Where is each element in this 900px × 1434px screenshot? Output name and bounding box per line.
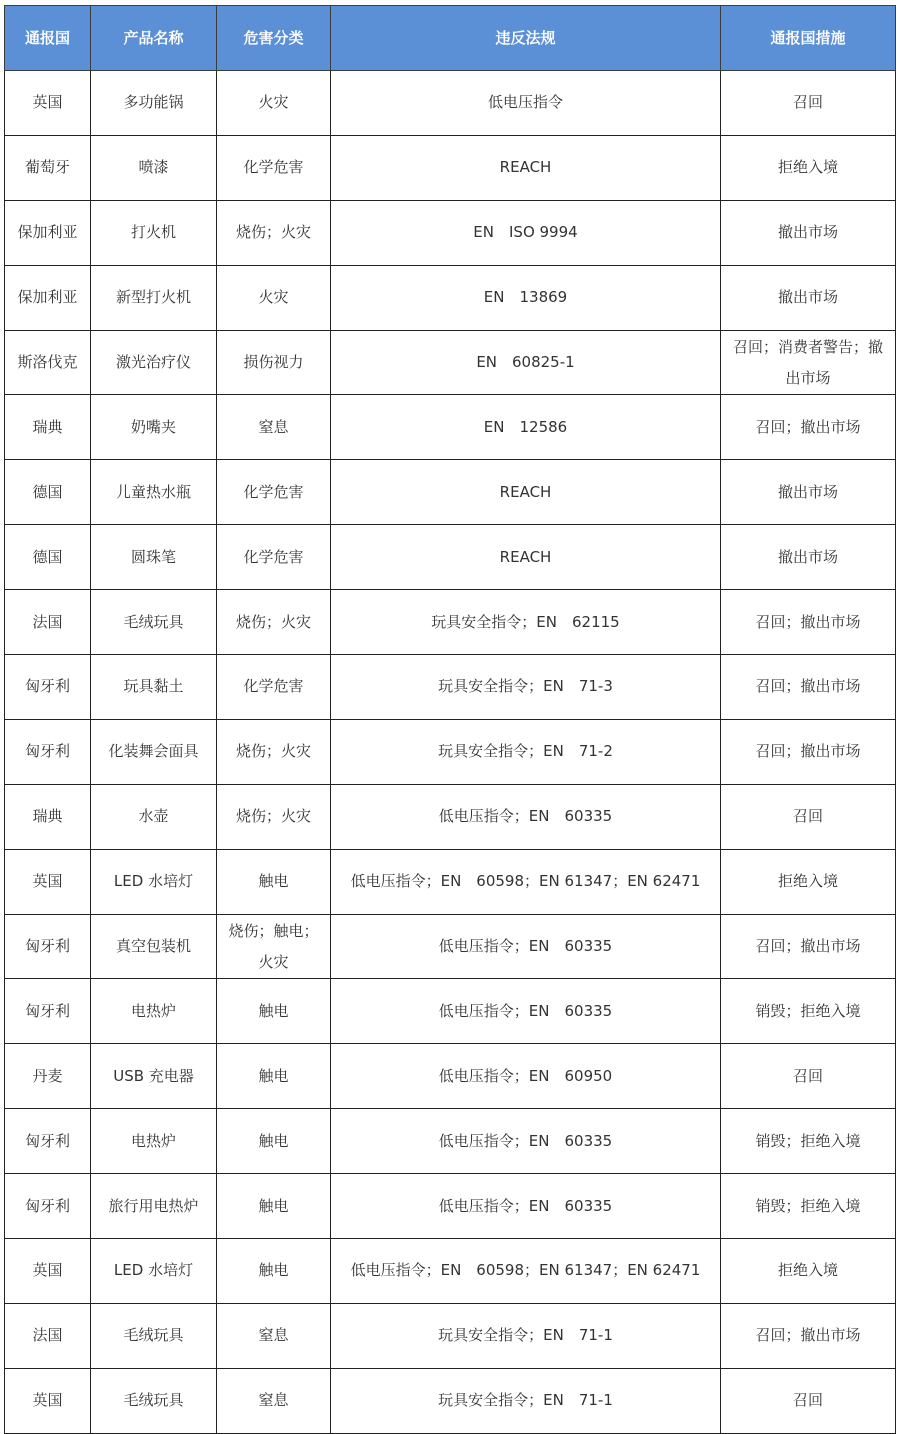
cell-measure: 召回；撤出市场 xyxy=(721,395,896,460)
cell-country: 匈牙利 xyxy=(5,719,91,784)
table-row xyxy=(5,784,896,849)
cell-regulation: EN 12586 xyxy=(331,395,721,460)
cell-regulation: REACH xyxy=(331,135,721,200)
cell-measure: 召回；撤出市场 xyxy=(721,1303,896,1368)
cell-product: 喷漆 xyxy=(91,135,217,200)
cell-country: 保加利亚 xyxy=(5,200,91,265)
table-row xyxy=(5,1303,896,1368)
cell-country: 法国 xyxy=(5,1303,91,1368)
cell-regulation: 低电压指令；EN 60335 xyxy=(331,914,721,979)
cell-country: 英国 xyxy=(5,1368,91,1433)
cell-product: 水壶 xyxy=(91,784,217,849)
table-row xyxy=(5,1368,896,1433)
cell-country: 德国 xyxy=(5,460,91,525)
cell-measure: 拒绝入境 xyxy=(721,849,896,914)
cell-hazard: 化学危害 xyxy=(217,135,331,200)
cell-hazard: 火灾 xyxy=(217,265,331,330)
cell-measure: 撤出市场 xyxy=(721,460,896,525)
cell-product: 圆珠笔 xyxy=(91,525,217,590)
cell-hazard: 化学危害 xyxy=(217,525,331,590)
cell-regulation: EN 60825-1 xyxy=(331,330,721,395)
cell-product: 毛绒玩具 xyxy=(91,590,217,655)
cell-hazard: 触电 xyxy=(217,1044,331,1109)
cell-hazard: 烧伤；触电；火灾 xyxy=(217,914,331,979)
cell-hazard: 烧伤；火灾 xyxy=(217,784,331,849)
cell-hazard: 窒息 xyxy=(217,395,331,460)
table-row xyxy=(5,460,896,525)
cell-country: 瑞典 xyxy=(5,395,91,460)
cell-measure: 召回；撤出市场 xyxy=(721,655,896,720)
cell-country: 法国 xyxy=(5,590,91,655)
cell-hazard: 损伤视力 xyxy=(217,330,331,395)
cell-regulation: 低电压指令；EN 60335 xyxy=(331,784,721,849)
cell-regulation: 玩具安全指令；EN 71-2 xyxy=(331,719,721,784)
cell-hazard: 化学危害 xyxy=(217,460,331,525)
cell-measure: 销毁；拒绝入境 xyxy=(721,1174,896,1239)
cell-product: 激光治疗仪 xyxy=(91,330,217,395)
cell-product: 儿童热水瓶 xyxy=(91,460,217,525)
cell-product: LED 水培灯 xyxy=(91,1239,217,1304)
cell-regulation: 玩具安全指令；EN 71-1 xyxy=(331,1303,721,1368)
cell-regulation: 玩具安全指令；EN 71-1 xyxy=(331,1368,721,1433)
cell-hazard: 窒息 xyxy=(217,1303,331,1368)
header-row xyxy=(5,6,896,71)
cell-country: 英国 xyxy=(5,71,91,136)
table-row xyxy=(5,1109,896,1174)
table-row xyxy=(5,525,896,590)
header-measure: 通报国措施 xyxy=(721,6,896,71)
cell-hazard: 化学危害 xyxy=(217,655,331,720)
table-body xyxy=(5,71,896,1434)
cell-measure: 召回；撤出市场 xyxy=(721,719,896,784)
cell-hazard: 触电 xyxy=(217,1174,331,1239)
cell-product: USB 充电器 xyxy=(91,1044,217,1109)
cell-regulation: 低电压指令；EN 60335 xyxy=(331,979,721,1044)
header-hazard: 危害分类 xyxy=(217,6,331,71)
cell-hazard: 窒息 xyxy=(217,1368,331,1433)
cell-measure: 召回 xyxy=(721,71,896,136)
cell-regulation: EN ISO 9994 xyxy=(331,200,721,265)
cell-country: 德国 xyxy=(5,525,91,590)
cell-regulation: 低电压指令；EN 60335 xyxy=(331,1109,721,1174)
cell-product: 毛绒玩具 xyxy=(91,1303,217,1368)
cell-country: 匈牙利 xyxy=(5,1109,91,1174)
cell-hazard: 触电 xyxy=(217,849,331,914)
header-regulation: 违反法规 xyxy=(331,6,721,71)
table-row xyxy=(5,849,896,914)
cell-country: 匈牙利 xyxy=(5,655,91,720)
cell-product: 旅行用电热炉 xyxy=(91,1174,217,1239)
table-row xyxy=(5,655,896,720)
cell-country: 匈牙利 xyxy=(5,979,91,1044)
recall-table xyxy=(4,5,896,1434)
cell-country: 瑞典 xyxy=(5,784,91,849)
cell-country: 葡萄牙 xyxy=(5,135,91,200)
cell-hazard: 烧伤；火灾 xyxy=(217,719,331,784)
cell-measure: 召回；消费者警告；撤出市场 xyxy=(721,330,896,395)
cell-product: 新型打火机 xyxy=(91,265,217,330)
table-row xyxy=(5,395,896,460)
cell-regulation: 玩具安全指令；EN 62115 xyxy=(331,590,721,655)
cell-regulation: REACH xyxy=(331,525,721,590)
cell-regulation: 低电压指令；EN 60950 xyxy=(331,1044,721,1109)
cell-hazard: 火灾 xyxy=(217,71,331,136)
cell-regulation: 低电压指令；EN 60598；EN 61347；EN 62471 xyxy=(331,1239,721,1304)
cell-hazard: 烧伤；火灾 xyxy=(217,590,331,655)
table-row xyxy=(5,914,896,979)
cell-measure: 撤出市场 xyxy=(721,200,896,265)
cell-hazard: 触电 xyxy=(217,1109,331,1174)
table-row xyxy=(5,1174,896,1239)
cell-country: 斯洛伐克 xyxy=(5,330,91,395)
cell-measure: 拒绝入境 xyxy=(721,135,896,200)
table-row xyxy=(5,979,896,1044)
cell-product: 化装舞会面具 xyxy=(91,719,217,784)
cell-measure: 撤出市场 xyxy=(721,525,896,590)
cell-measure: 召回；撤出市场 xyxy=(721,590,896,655)
cell-product: 真空包装机 xyxy=(91,914,217,979)
cell-product: 奶嘴夹 xyxy=(91,395,217,460)
cell-measure: 召回 xyxy=(721,784,896,849)
cell-measure: 拒绝入境 xyxy=(721,1239,896,1304)
cell-regulation: 低电压指令；EN 60598；EN 61347；EN 62471 xyxy=(331,849,721,914)
cell-country: 英国 xyxy=(5,1239,91,1304)
cell-product: 多功能锅 xyxy=(91,71,217,136)
table-row xyxy=(5,330,896,395)
table-row xyxy=(5,71,896,136)
table-row xyxy=(5,135,896,200)
cell-hazard: 触电 xyxy=(217,979,331,1044)
cell-measure: 召回；撤出市场 xyxy=(721,914,896,979)
cell-product: 打火机 xyxy=(91,200,217,265)
table-row xyxy=(5,590,896,655)
cell-measure: 召回 xyxy=(721,1044,896,1109)
cell-measure: 销毁；拒绝入境 xyxy=(721,979,896,1044)
table-header xyxy=(5,6,896,71)
cell-product: LED 水培灯 xyxy=(91,849,217,914)
cell-regulation: EN 13869 xyxy=(331,265,721,330)
cell-hazard: 触电 xyxy=(217,1239,331,1304)
header-country: 通报国 xyxy=(5,6,91,71)
cell-product: 电热炉 xyxy=(91,1109,217,1174)
cell-country: 保加利亚 xyxy=(5,265,91,330)
table-row xyxy=(5,1044,896,1109)
cell-regulation: 低电压指令；EN 60335 xyxy=(331,1174,721,1239)
cell-product: 电热炉 xyxy=(91,979,217,1044)
table-row xyxy=(5,1239,896,1304)
cell-country: 匈牙利 xyxy=(5,914,91,979)
header-product: 产品名称 xyxy=(91,6,217,71)
cell-measure: 召回 xyxy=(721,1368,896,1433)
cell-country: 匈牙利 xyxy=(5,1174,91,1239)
cell-hazard: 烧伤；火灾 xyxy=(217,200,331,265)
table-row xyxy=(5,265,896,330)
cell-measure: 撤出市场 xyxy=(721,265,896,330)
cell-regulation: 低电压指令 xyxy=(331,71,721,136)
cell-product: 毛绒玩具 xyxy=(91,1368,217,1433)
cell-product: 玩具黏土 xyxy=(91,655,217,720)
table-row xyxy=(5,200,896,265)
cell-measure: 销毁；拒绝入境 xyxy=(721,1109,896,1174)
cell-regulation: 玩具安全指令；EN 71-3 xyxy=(331,655,721,720)
cell-regulation: REACH xyxy=(331,460,721,525)
cell-country: 丹麦 xyxy=(5,1044,91,1109)
cell-country: 英国 xyxy=(5,849,91,914)
table-row xyxy=(5,719,896,784)
